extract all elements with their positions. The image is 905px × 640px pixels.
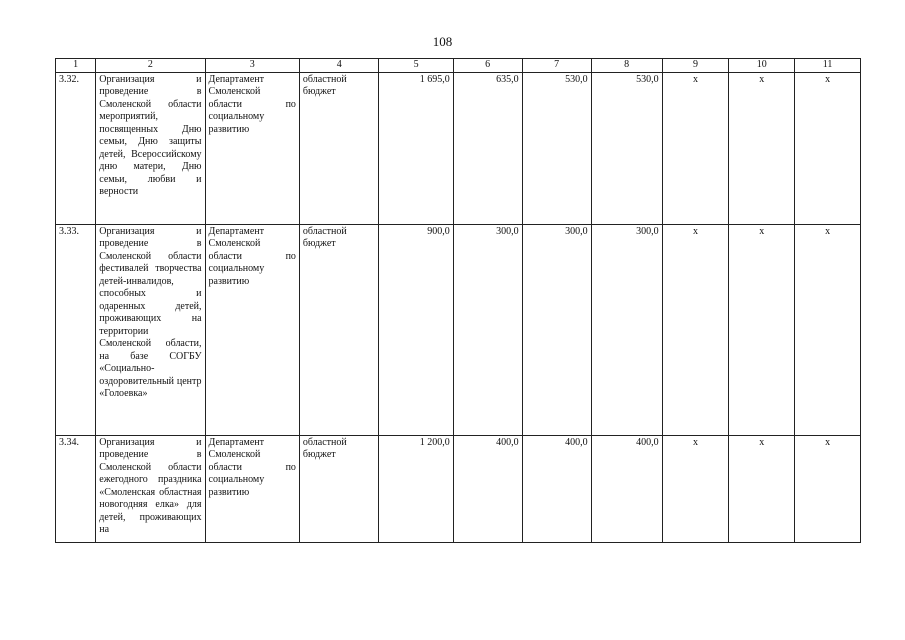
column-header: 11: [795, 59, 861, 73]
column-header: 1: [56, 59, 96, 73]
column-header: 5: [379, 59, 453, 73]
col9-mark: х: [662, 224, 729, 435]
funding-source: областной бюджет: [299, 72, 379, 224]
activity-name: Организация и проведение в Смоленской области ежегодного праздника «Смоленская областная новогодняя елка» для детей, проживающих на: [96, 435, 205, 542]
executor: Департамент Смоленской области по социальному развитию: [205, 72, 299, 224]
table-row: [56, 72, 861, 224]
col10-mark: х: [729, 224, 795, 435]
total-amount: 1 200,0: [379, 435, 453, 542]
activity-name: Организация и проведение в Смоленской области мероприятий, посвященных Дню семьи, Дню защиты детей, Всероссийскому дню матери, Дню семьи, любви и верности: [96, 72, 205, 224]
col9-mark: х: [662, 435, 729, 542]
program-table: [55, 58, 861, 543]
column-header: 3: [205, 59, 299, 73]
col9-mark: х: [662, 72, 729, 224]
col11-mark: х: [795, 72, 861, 224]
column-header: 6: [453, 59, 522, 73]
col10-mark: х: [729, 435, 795, 542]
col11-mark: х: [795, 435, 861, 542]
table-row: [56, 224, 861, 435]
year3-amount: 400,0: [591, 435, 662, 542]
year1-amount: 300,0: [453, 224, 522, 435]
funding-source: областной бюджет: [299, 224, 379, 435]
year2-amount: 300,0: [522, 224, 591, 435]
activity-name: Организация и проведение в Смоленской области фестивалей творчества детей-инвалидов, способных и одаренных детей, проживающих на территории Смоленской области, на базе СОГБУ «Социально-оздоровительный центр «Голоевка»: [96, 224, 205, 435]
year2-amount: 530,0: [522, 72, 591, 224]
row-number: 3.34.: [56, 435, 96, 542]
year1-amount: 635,0: [453, 72, 522, 224]
year3-amount: 300,0: [591, 224, 662, 435]
col11-mark: х: [795, 224, 861, 435]
year3-amount: 530,0: [591, 72, 662, 224]
executor: Департамент Смоленской области по социальному развитию: [205, 435, 299, 542]
header-row: [56, 59, 861, 73]
column-header: 4: [299, 59, 379, 73]
year1-amount: 400,0: [453, 435, 522, 542]
column-header: 10: [729, 59, 795, 73]
col10-mark: х: [729, 72, 795, 224]
column-header: 2: [96, 59, 205, 73]
row-number: 3.32.: [56, 72, 96, 224]
page-number: 108: [432, 34, 453, 49]
column-header: 7: [522, 59, 591, 73]
total-amount: 900,0: [379, 224, 453, 435]
row-number: 3.33.: [56, 224, 96, 435]
column-header: 9: [662, 59, 729, 73]
executor: Департамент Смоленской области по социальному развитию: [205, 224, 299, 435]
year2-amount: 400,0: [522, 435, 591, 542]
table-row: [56, 435, 861, 542]
column-header: 8: [591, 59, 662, 73]
total-amount: 1 695,0: [379, 72, 453, 224]
funding-source: областной бюджет: [299, 435, 379, 542]
